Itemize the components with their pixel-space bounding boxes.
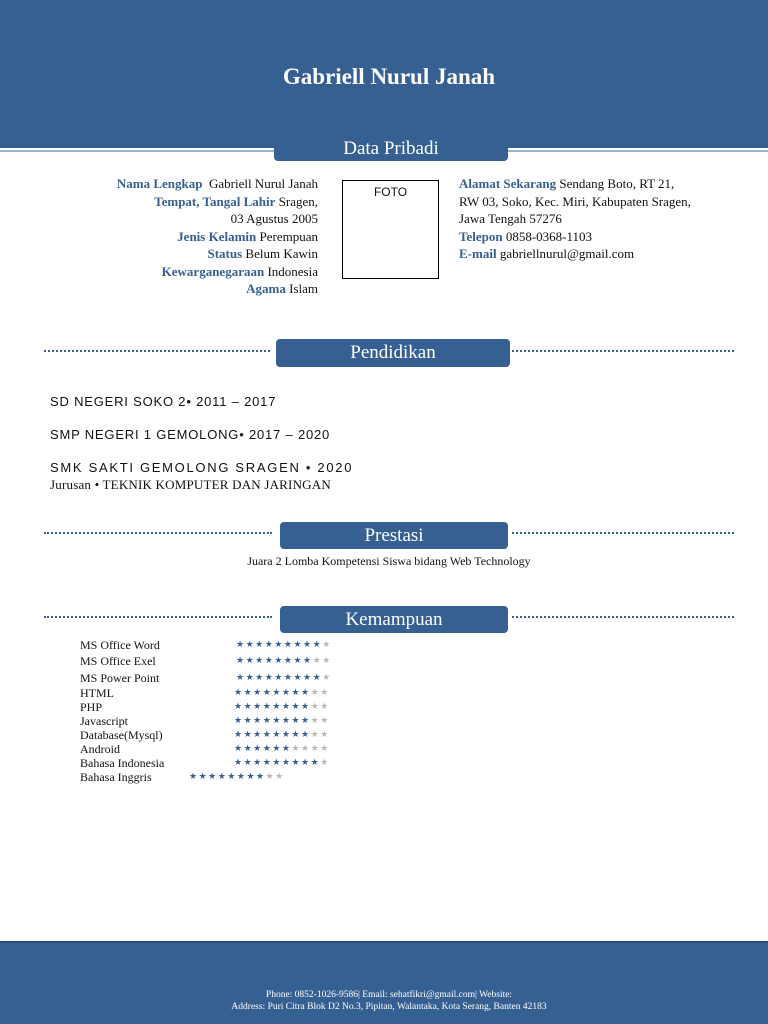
- star-filled-icon: ★: [293, 640, 304, 650]
- star-filled-icon: ★: [264, 656, 275, 666]
- citizenship-value: Indonesia: [267, 263, 318, 279]
- star-filled-icon: ★: [246, 772, 257, 782]
- star-filled-icon: ★: [274, 673, 284, 683]
- skill-rating-stars: [234, 758, 330, 768]
- star-empty-icon: ★: [312, 656, 323, 666]
- star-filled-icon: ★: [253, 744, 263, 754]
- address-line1: Sendang Boto, RT 21,: [559, 176, 675, 191]
- star-empty-icon: ★: [320, 758, 330, 768]
- skill-rating-stars: [234, 716, 330, 726]
- star-filled-icon: ★: [281, 744, 292, 754]
- photo-label: FOTO: [373, 185, 408, 199]
- phone-value: 0858-0368-1103: [505, 228, 593, 244]
- full-name-row: [40, 175, 318, 193]
- dotted-divider-right: [512, 350, 734, 352]
- phone-row: [459, 228, 739, 246]
- star-filled-icon: ★: [243, 758, 254, 768]
- section-title-skills: Kemampuan: [280, 606, 508, 633]
- skill-rating-stars: [236, 640, 332, 650]
- skill-name: Android: [80, 742, 120, 756]
- birth-date-value: 03 Agustus 2005: [230, 211, 318, 226]
- personal-info-left: [40, 175, 318, 298]
- star-filled-icon: ★: [283, 656, 294, 666]
- birth-row: [40, 193, 318, 211]
- birth-place-value: Sragen,: [278, 193, 318, 209]
- full-name-value: Gabriell Nurul Janah: [208, 176, 318, 191]
- star-filled-icon: ★: [281, 730, 292, 740]
- footer-address: Address: Puri Citra Blok D2 No.3, Pipitan, Walantaka, Kota Serang, Banten 42183: [231, 1002, 547, 1012]
- star-filled-icon: ★: [262, 716, 273, 726]
- star-filled-icon: ★: [281, 688, 292, 698]
- skill-rating-stars: [234, 730, 330, 740]
- star-filled-icon: ★: [227, 772, 237, 782]
- gender-value: Perempuan: [259, 228, 318, 244]
- star-filled-icon: ★: [262, 702, 273, 712]
- star-filled-icon: ★: [253, 758, 263, 768]
- star-filled-icon: ★: [262, 758, 273, 768]
- star-empty-icon: ★: [265, 772, 276, 782]
- status-label: Status: [207, 246, 243, 261]
- star-filled-icon: ★: [253, 688, 263, 698]
- email-value: gabriellnurul@gmail.com: [499, 246, 635, 261]
- star-filled-icon: ★: [255, 673, 265, 683]
- star-filled-icon: ★: [236, 673, 246, 683]
- footer-banner: [0, 941, 768, 1024]
- star-filled-icon: ★: [303, 673, 313, 683]
- phone-label: Telepon: [459, 228, 503, 244]
- skill-rating-stars: [234, 744, 330, 754]
- header-banner: [0, 0, 768, 148]
- star-filled-icon: ★: [262, 730, 273, 740]
- star-empty-icon: ★: [320, 702, 330, 712]
- star-filled-icon: ★: [272, 716, 282, 726]
- star-filled-icon: ★: [303, 640, 313, 650]
- section-title-education: Pendidikan: [276, 339, 510, 367]
- star-filled-icon: ★: [310, 758, 321, 768]
- star-filled-icon: ★: [189, 772, 199, 782]
- address-line3: Jawa Tengah 57276: [459, 211, 562, 226]
- skill-name: PHP: [80, 700, 103, 714]
- star-filled-icon: ★: [283, 673, 294, 683]
- address-row: [459, 175, 739, 193]
- citizenship-label: Kewarganegaraan: [161, 263, 265, 279]
- star-filled-icon: ★: [301, 688, 311, 698]
- star-empty-icon: ★: [310, 744, 321, 754]
- education-item: SMK SAKTI GEMOLONG SRAGEN • 2020: [50, 460, 354, 475]
- star-filled-icon: ★: [312, 640, 323, 650]
- star-filled-icon: ★: [264, 673, 275, 683]
- star-filled-icon: ★: [256, 772, 266, 782]
- status-row: [40, 245, 318, 263]
- star-filled-icon: ★: [272, 730, 282, 740]
- star-filled-icon: ★: [301, 758, 311, 768]
- star-filled-icon: ★: [234, 744, 244, 754]
- skill-rating-stars: [234, 702, 330, 712]
- star-filled-icon: ★: [243, 702, 254, 712]
- star-filled-icon: ★: [234, 730, 244, 740]
- address-line2: RW 03, Soko, Kec. Miri, Kabupaten Sragen,: [459, 193, 691, 209]
- achievement-item: Juara 2 Lomba Kompetensi Siswa bidang Web Technology: [247, 554, 531, 568]
- star-empty-icon: ★: [301, 744, 311, 754]
- star-filled-icon: ★: [301, 702, 311, 712]
- skill-rating-stars: [189, 772, 285, 782]
- star-filled-icon: ★: [253, 702, 263, 712]
- education-major: Jurusan • TEKNIK KOMPUTER DAN JARINGAN: [50, 477, 331, 492]
- star-filled-icon: ★: [283, 640, 294, 650]
- star-empty-icon: ★: [320, 730, 330, 740]
- star-filled-icon: ★: [272, 702, 282, 712]
- dotted-divider-left: [44, 616, 272, 618]
- star-filled-icon: ★: [208, 772, 218, 782]
- star-filled-icon: ★: [234, 716, 244, 726]
- birth-label: Tempat, Tangal Lahir: [154, 193, 276, 209]
- star-filled-icon: ★: [291, 716, 302, 726]
- skill-name: Database(Mysql): [80, 728, 163, 742]
- star-empty-icon: ★: [275, 772, 285, 782]
- star-empty-icon: ★: [322, 640, 332, 650]
- star-filled-icon: ★: [272, 758, 282, 768]
- star-filled-icon: ★: [253, 716, 263, 726]
- star-filled-icon: ★: [264, 640, 275, 650]
- skill-name: MS Office Exel: [80, 654, 156, 668]
- skill-rating-stars: [236, 656, 332, 666]
- star-filled-icon: ★: [236, 640, 246, 650]
- star-empty-icon: ★: [320, 716, 330, 726]
- star-filled-icon: ★: [243, 716, 254, 726]
- star-empty-icon: ★: [310, 702, 321, 712]
- religion-row: [40, 280, 318, 298]
- star-filled-icon: ★: [293, 656, 304, 666]
- star-filled-icon: ★: [301, 716, 311, 726]
- star-filled-icon: ★: [272, 744, 282, 754]
- star-filled-icon: ★: [217, 772, 228, 782]
- star-empty-icon: ★: [322, 673, 332, 683]
- full-name-label: Nama Lengkap: [116, 176, 203, 191]
- religion-value: Islam: [289, 281, 318, 296]
- section-title-personal: Data Pribadi: [274, 137, 508, 161]
- star-filled-icon: ★: [243, 744, 254, 754]
- skill-rating-stars: [234, 688, 330, 698]
- star-filled-icon: ★: [234, 758, 244, 768]
- gender-row: [40, 228, 318, 246]
- star-empty-icon: ★: [291, 744, 302, 754]
- star-filled-icon: ★: [274, 656, 284, 666]
- skill-rating-stars: [236, 673, 332, 683]
- star-filled-icon: ★: [243, 688, 254, 698]
- religion-label: Agama: [246, 281, 286, 296]
- candidate-name: Gabriell Nurul Janah: [282, 64, 496, 89]
- section-title-achievements: Prestasi: [280, 522, 508, 549]
- education-item: SMP NEGERI 1 GEMOLONG• 2017 – 2020: [50, 427, 331, 442]
- star-empty-icon: ★: [320, 744, 330, 754]
- star-filled-icon: ★: [243, 730, 254, 740]
- dotted-divider-left: [44, 350, 270, 352]
- email-label: E-mail: [459, 246, 497, 261]
- star-filled-icon: ★: [281, 758, 292, 768]
- skill-name: HTML: [80, 686, 114, 700]
- dotted-divider-right: [512, 532, 734, 534]
- star-empty-icon: ★: [310, 716, 321, 726]
- star-filled-icon: ★: [291, 688, 302, 698]
- star-filled-icon: ★: [255, 640, 265, 650]
- dotted-divider-left: [44, 532, 272, 534]
- star-filled-icon: ★: [281, 702, 292, 712]
- star-filled-icon: ★: [245, 673, 256, 683]
- status-value: Belum Kawin: [245, 246, 318, 261]
- personal-info-right: [459, 175, 739, 263]
- address-label: Alamat Sekarang: [459, 176, 557, 191]
- star-filled-icon: ★: [293, 673, 304, 683]
- star-filled-icon: ★: [291, 758, 302, 768]
- star-filled-icon: ★: [245, 656, 256, 666]
- star-filled-icon: ★: [301, 730, 311, 740]
- star-filled-icon: ★: [236, 772, 247, 782]
- skill-name: Bahasa Inggris: [80, 770, 152, 784]
- skill-name: Bahasa Indonesia: [80, 756, 165, 770]
- star-filled-icon: ★: [291, 702, 302, 712]
- star-filled-icon: ★: [312, 673, 323, 683]
- education-item: SD NEGERI SOKO 2• 2011 – 2017: [50, 394, 277, 409]
- star-empty-icon: ★: [320, 688, 330, 698]
- photo-placeholder: [342, 180, 439, 279]
- star-filled-icon: ★: [291, 730, 302, 740]
- star-filled-icon: ★: [234, 702, 244, 712]
- star-filled-icon: ★: [274, 640, 284, 650]
- star-filled-icon: ★: [198, 772, 209, 782]
- star-filled-icon: ★: [303, 656, 313, 666]
- star-empty-icon: ★: [322, 656, 332, 666]
- star-filled-icon: ★: [255, 656, 265, 666]
- skill-name: MS Power Point: [80, 671, 160, 685]
- dotted-divider-right: [512, 616, 734, 618]
- star-filled-icon: ★: [262, 744, 273, 754]
- star-filled-icon: ★: [234, 688, 244, 698]
- star-empty-icon: ★: [310, 688, 321, 698]
- skill-name: MS Office Word: [80, 638, 160, 652]
- star-filled-icon: ★: [281, 716, 292, 726]
- skill-name: Javascript: [80, 714, 128, 728]
- star-empty-icon: ★: [310, 730, 321, 740]
- citizenship-row: [40, 263, 318, 281]
- star-filled-icon: ★: [236, 656, 246, 666]
- email-row: [459, 245, 739, 263]
- star-filled-icon: ★: [262, 688, 273, 698]
- gender-label: Jenis Kelamin: [177, 228, 257, 244]
- star-filled-icon: ★: [253, 730, 263, 740]
- star-filled-icon: ★: [245, 640, 256, 650]
- star-filled-icon: ★: [272, 688, 282, 698]
- footer-contact: Phone: 0852-1026-9586| Email: sehatfikri@gmail.com| Website:: [265, 990, 513, 1000]
